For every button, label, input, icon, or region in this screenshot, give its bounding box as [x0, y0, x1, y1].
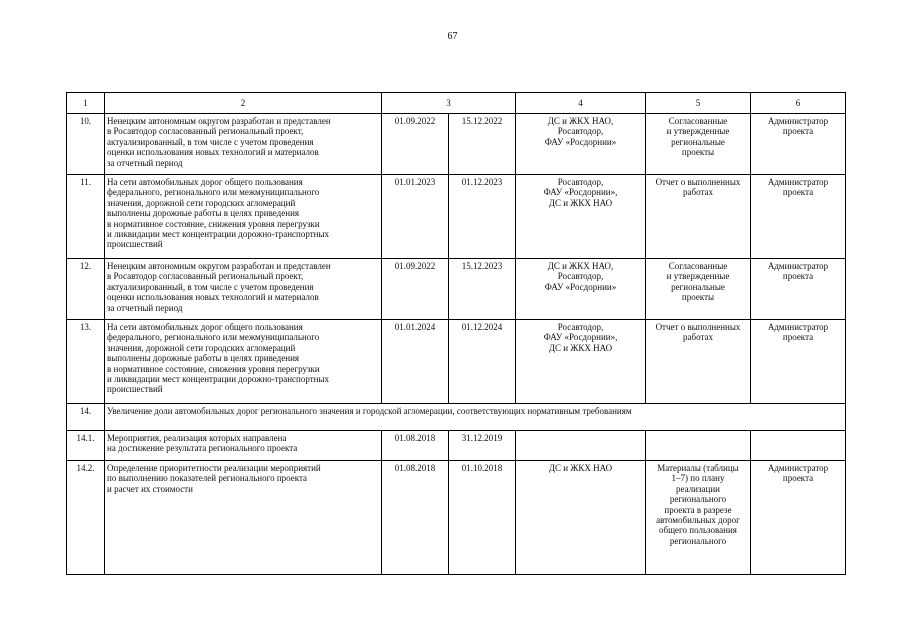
table-row: [67, 175, 846, 259]
start-date: 01.08.2018: [382, 461, 449, 575]
result-document: Согласованные и утвержденные региональные проекты: [646, 114, 751, 175]
table-row: [67, 320, 846, 404]
responsible-executor: ДС и ЖКХ НАО, Росавтодор, ФАУ «Росдорнии»: [516, 114, 646, 175]
control-level: Администратор проекта: [751, 461, 846, 575]
result-document: Материалы (таблицы 1–7) по плану реализации регионального проекта в разрезе автомобильных дорог общего пользования регионального: [646, 461, 751, 575]
responsible-executor: Росавтодор, ФАУ «Росдорнии», ДС и ЖКХ НАО: [516, 320, 646, 404]
table-row: [67, 259, 846, 320]
start-date: 01.01.2024: [382, 320, 449, 404]
row-number: 14.2.: [67, 461, 105, 575]
start-date: 01.09.2022: [382, 259, 449, 320]
project-plan-table: [66, 92, 846, 575]
section-title: Увеличение доли автомобильных дорог регионального значения и городской агломерации, соответствующих нормативным требованиям: [105, 404, 846, 431]
column-number: 1: [67, 93, 105, 114]
event-description: Ненецким автономным округом разработан и представлен в Росавтодор согласованный региональный проект, актуализированный, в том числе с учетом проведения оценки использования новых технологий и материалов за отчетный период: [105, 259, 382, 320]
row-number: 14.: [67, 404, 105, 431]
result-document: Согласованные и утвержденные региональные проекты: [646, 259, 751, 320]
end-date: 15.12.2022: [449, 114, 516, 175]
table-row: [67, 461, 846, 575]
column-number-row: [67, 93, 846, 114]
column-number: 5: [646, 93, 751, 114]
control-level: Администратор проекта: [751, 320, 846, 404]
responsible-executor: ДС и ЖКХ НАО: [516, 461, 646, 575]
result-document: [646, 431, 751, 461]
row-number: 11.: [67, 175, 105, 259]
end-date: 01.12.2024: [449, 320, 516, 404]
responsible-executor: [516, 431, 646, 461]
end-date: 01.10.2018: [449, 461, 516, 575]
control-level: Администратор проекта: [751, 114, 846, 175]
event-description: На сети автомобильных дорог общего пользования федерального, регионального или межмуниципального значения, дорожной сети городских агломераций выполнены дорожные работы в целях приведения в нормативное состояние, снижения уровня перегрузки и ликвидации мест концентрации дорожно-транспортных происшествий: [105, 175, 382, 259]
table-row: [67, 431, 846, 461]
row-number: 10.: [67, 114, 105, 175]
table-row: [67, 114, 846, 175]
event-description: На сети автомобильных дорог общего пользования федерального, регионального или межмуниципального значения, дорожной сети городских агломераций выполнены дорожные работы в целях приведения в нормативное состояние, снижения уровня перегрузки и ликвидации мест концентрации дорожно-транспортных происшествий: [105, 320, 382, 404]
column-number: 4: [516, 93, 646, 114]
column-number: 2: [105, 93, 382, 114]
row-number: 13.: [67, 320, 105, 404]
end-date: 31.12.2019: [449, 431, 516, 461]
control-level: Администратор проекта: [751, 259, 846, 320]
result-document: Отчет о выполненных работах: [646, 175, 751, 259]
event-description: Мероприятия, реализация которых направлена на достижение результата регионального проекта: [105, 431, 382, 461]
section-row: [67, 404, 846, 431]
row-number: 14.1.: [67, 431, 105, 461]
row-number: 12.: [67, 259, 105, 320]
column-number: 6: [751, 93, 846, 114]
column-number: 3: [382, 93, 516, 114]
end-date: 15.12.2023: [449, 259, 516, 320]
control-level: [751, 431, 846, 461]
start-date: 01.09.2022: [382, 114, 449, 175]
control-level: Администратор проекта: [751, 175, 846, 259]
responsible-executor: ДС и ЖКХ НАО, Росавтодор, ФАУ «Росдорнии»: [516, 259, 646, 320]
start-date: 01.08.2018: [382, 431, 449, 461]
end-date: 01.12.2023: [449, 175, 516, 259]
event-description: Определение приоритетности реализации мероприятий по выполнению показателей регионального проекта и расчет их стоимости: [105, 461, 382, 575]
responsible-executor: Росавтодор, ФАУ «Росдорнии», ДС и ЖКХ НАО: [516, 175, 646, 259]
result-document: Отчет о выполненных работах: [646, 320, 751, 404]
start-date: 01.01.2023: [382, 175, 449, 259]
event-description: Ненецким автономным округом разработан и представлен в Росавтодор согласованный региональный проект, актуализированный, в том числе с учетом проведения оценки использования новых технологий и материалов за отчетный период: [105, 114, 382, 175]
page-number: 67: [447, 31, 458, 42]
